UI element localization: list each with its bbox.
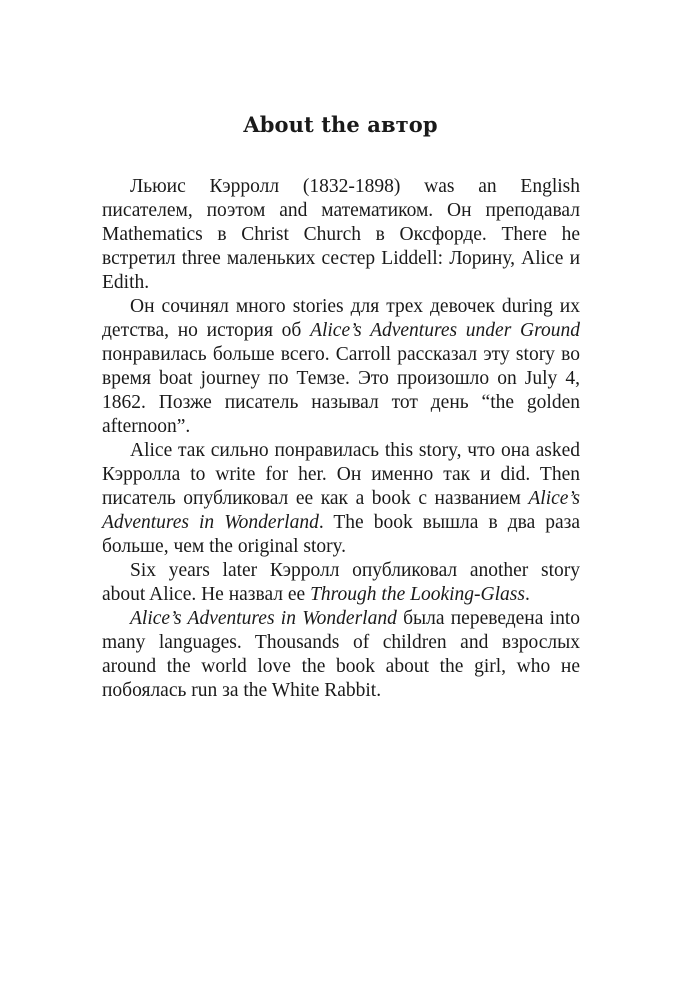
paragraph — [102, 559, 580, 607]
paragraph-text: Льюис Кэрролл (1832-1898) was an English писателем, поэтом and математиком. Он преподавал Mathematics в Christ Church в Оксфорде. There he встретил three маленьких сестер Liddell: Лорину, Alice и Edith. — [102, 176, 580, 293]
paragraph-text: . — [524, 584, 530, 605]
paragraph — [102, 295, 580, 439]
italic-title-text: Alice’s Adventures under Ground — [310, 320, 580, 341]
body-text — [102, 175, 580, 703]
paragraph-text: Alice так сильно понравилась this story, что она asked Кэрролла to write for her. Он именно так и did. Then писатель опубликовал ее как a book с названием — [102, 440, 580, 509]
italic-title-text: Alice’s Adventures in Wonderland — [130, 608, 397, 629]
page-title: About the автор — [243, 112, 438, 137]
paragraph — [102, 607, 580, 703]
paragraph-text: . The book вышла в два раза больше, чем the original story. — [102, 512, 581, 557]
paragraph-text: Он сочинял много stories для трех девочек during их детства, но история об — [102, 296, 580, 341]
paragraph-text: понравилась больше всего. Carroll рассказал эту story во время boat journey по Темзе. Это произошло on July 4, 1862. Позже писатель называл тот день “the golden afternoon”. — [102, 344, 580, 437]
italic-title-text: Alice’s Adventures in Wonderland — [102, 488, 580, 533]
paragraph-text: Six years later Кэрролл опубликовал another story about Alice. Не назвал ее — [102, 560, 580, 605]
italic-title-text: Through the Looking-Glass — [310, 584, 525, 605]
paragraph-text: была переведена into many languages. Thousands of children and взрослых around the world love the book about the girl, who не побоялась run за the White Rabbit. — [102, 608, 580, 701]
paragraph — [102, 175, 580, 295]
paragraph — [102, 439, 580, 559]
